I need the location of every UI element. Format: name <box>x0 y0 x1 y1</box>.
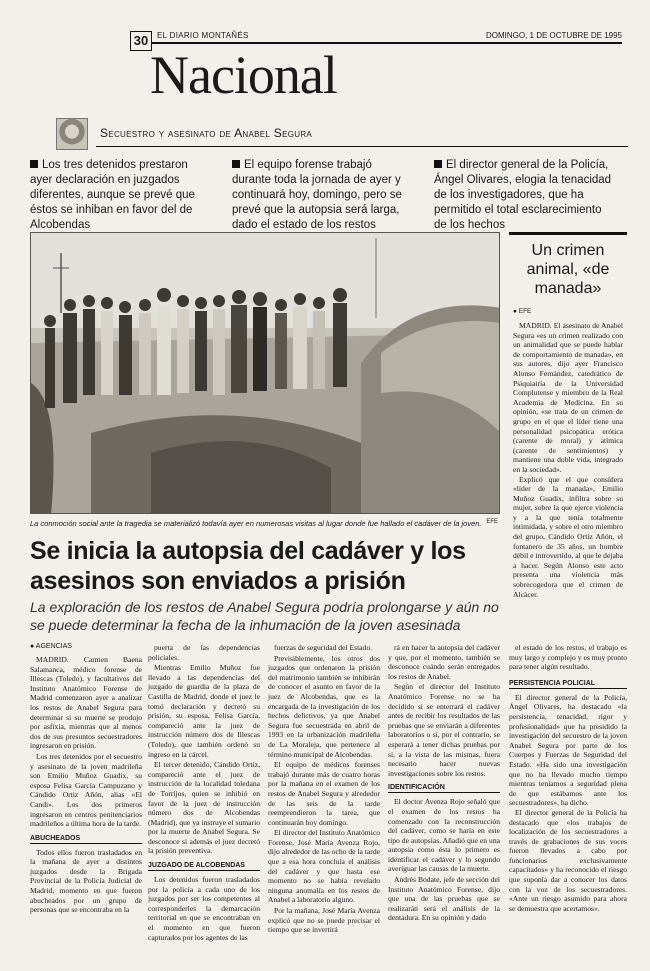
paragraph: Previsiblemente, los otros dos juzgados que ordenaron la prisión del matrimonio también se inhibirán de conocer el asunto en favor de la juez de Alcobendas, que es la encargada de la investigación de los hechos delictivos, ya que Anabel Segura fue secuestrada en abril de 1993 en la urbanización madrileña de La Moraleja, que pertenece al término municipal de Alcobendas. <box>268 653 380 759</box>
page-number: 30 <box>130 31 152 51</box>
paragraph: El director general de la Policía, Ángel Olivares, ha destacado «la persistencia, tenacidad, rigor y profesionalidad» que ha presidido la investigación del secuestro de la joven Anabel Segura por parte de los Cuerpos y Fuerzas de Seguridad del Estado. «Ha sido una investigación que no ha llevado mucho tiempo mientras teníamos a seguridad plena de que estábamos ante los secuestradores», ha dicho. <box>509 692 627 808</box>
sidebar-title: Un crimen animal, «de manada» <box>526 242 610 297</box>
crowd-at-site-illustration <box>31 233 500 514</box>
subsection-heading: IDENTIFICACIÓN <box>388 784 500 793</box>
paragraph: el estado de los restos, el trabajo es muy largo y complejo y es muy pronto para tener algún resultado. <box>509 643 627 672</box>
section-title: Nacional <box>150 45 337 105</box>
paragraph: puerta de las dependencias policiales. <box>148 643 260 662</box>
article-column-2 <box>148 643 260 943</box>
paragraph: El tercer detenido, Cándido Ortiz, compareció ante el juez de instrucción de la localidad toledana de Torrijos, quien se inhibió en favor de la juez de instrucción número dos de Alcobendas (Madrid), que ya instruye el sumario por la muerte de Anabel Segura. Se desconoce si además el juez decretó la prisión preventiva. <box>148 760 260 856</box>
paragraph: El director general de la Policía ha destacado que «los trabajos de localización de los secuestradores a través de grabaciones de sus voces fueron llevados a cabo por funcionarios exclusivamente capacitados» y ha reconocido el riesgo que suponía dar a conocer los datos con la voz de los secuestradores. «Ante un riesgo asumido para ahora se demuestra que acertamos». <box>509 807 627 913</box>
victim-portrait-thumbnail <box>56 118 88 150</box>
paragraph: El equipo de médicos forenses trabajó durante más de cuatro horas por la mañana en el examen de los restos de Anabel Segura y alrededor de las seis de la tarde reemprendieron la tarea, que continuarán hoy domingo. <box>268 760 380 827</box>
paragraph: Los tres detenidos por el secuestro y asesinato de la joven madrileña son Emilio Muñoz Guadix, su esposa Felisa García Campuzano y Cándido Ortiz Añón, alias «El Candi». Los dos primeros ingresaron en centros penitenciarios madrileños a última hora de la tarde. <box>30 751 142 829</box>
issue-date: DOMINGO, 1 DE OCTUBRE DE 1995 <box>485 31 622 40</box>
topic-label: Secuestro y asesinato de Anabel Segura <box>100 126 313 140</box>
paragraph: Explicó que el que considera «líder de la manada», Emilio Muñoz Guadix, infiltra sobre su mujer, sobre la que ejerce violencia y a la que tenía totalmente intimidada, y sobre el otro miembro del grupo, Cándido Ortiz Añón, el fontanero de 35 años, un hombre débil e introvertido, al que le dejaba a hacer. Según Alonso este acto presenta una violencia más sobrecogedora que el crimen de Alcàcer. <box>513 474 623 599</box>
summary-text: Los tres detenidos prestaron ayer declaración en juzgados diferentes, aunque se prevé que éstos se inhiban en favor del de Alcobendas <box>30 159 195 231</box>
summary-item <box>232 158 414 233</box>
bullet-square-icon <box>232 160 240 168</box>
paragraph: Todos ellos fueron trasladados en la mañana de ayer a distintos juzgados desde la Brigada Provincial de la Policía Judicial de Madrid, momento en que fueron abucheados por un grupo de personas que se encontraba en la <box>30 847 142 915</box>
subsection-heading: PERSISTENCIA POLICIAL <box>509 680 627 689</box>
summary-text: El director general de la Policía, Ángel Olivares, elogia la tenacidad de los investigadores, que ha permitido el total esclarecimiento de los hechos <box>434 159 612 231</box>
paragraph: Andrés Bodate, jefe de sección del Instituto Anatómico Forense, dijo que una de las pruebas que se realizarán será el análisis de la dentadura. En su opinión y dado <box>388 875 500 923</box>
subheadline: La exploración de los restos de Anabel Segura podría prolongarse y aún no se puede determinar la fecha de la inhumación de la joven asesinada <box>30 599 499 633</box>
paper-name: EL DIARIO MONTAÑÉS <box>157 31 249 40</box>
paragraph: Por la mañana, José María Avenza explicó que no se puede precisar el tiempo que se invertirá <box>268 906 380 935</box>
paragraph: MADRID. Carmen Baena Salamanca, médico forense de Illescas (Toledo), y facultativos del Instituto Anatómico Forense de Madrid comenzaron ayer a analizar los restos de Anabel Segura para determinar si su muerte se produjo por asfixia, mientras que al menos dos de sus presuntos secuestradores ingresaron en prisión. <box>30 655 142 751</box>
byline-agency: ● AGENCIAS <box>30 643 72 650</box>
paragraph: Los detenidos fueron trasladados por la policía a cada uno de los juzgados por ser los competentes al corresponderles la demarcación territorial en que se encontraban en el momento en que fueron capturados por los agentes de las <box>148 875 260 942</box>
paragraph: rá en hacer la autopsia del cadáver y que, por el momento, también se desconoce cuándo serán entregados los restos de Anabel. <box>388 643 500 681</box>
article-column-4 <box>388 643 500 924</box>
summary-text: El equipo forense trabajó durante toda la jornada de ayer y continuará hoy, domingo, pero se prevé que la autopsia será larga, dado el estado de los restos <box>232 159 402 231</box>
article-column-3 <box>268 643 380 936</box>
paragraph: El doctor Avenza Rojo señaló que el examen de los restos ha comenzado con la reconstrucción del cadáver, como se haría en este tipo de autopsias. Añadió que en una autopsia como ésta lo primero es identificar el cadáver y lo segundo averiguar las causas de la muerte. <box>388 797 500 874</box>
sidebar-agency: ● EFE <box>513 308 532 315</box>
subsection-heading: ABUCHEADOS <box>30 835 142 844</box>
paragraph: MADRID. El asesinato de Anabel Segura «es un crimen realizado con un animalidad que se puede hablar de comportamiento de manada», en sus autores, dijo ayer Francisco Alonso Fernández, catedrático de Psiquiatría de la Universidad Complutense y miembro de la Real Academia de Medicina. En su opinión, «se trata de un crimen de grupo en el que el líder tiene una personalidad psicopática erótica (carente de moral) y atímica (carente de sentimientos) y mantiene una doble vida, integrado en la sociedad». <box>513 321 623 474</box>
headline: Se inicia la autopsia del cadáver y los asesinos son enviados a prisión <box>30 537 466 595</box>
sidebar-rule <box>509 232 627 235</box>
paragraph: fuerzas de seguridad del Estado. <box>274 643 373 652</box>
photo-credit: EFE <box>486 519 498 525</box>
news-photo <box>30 232 500 514</box>
subsection-heading: JUZGADO DE ALCOBENDAS <box>148 862 260 871</box>
photo-caption: La conmoción social ante la tragedia se materializó todavía ayer en numerosas visitas al lugar donde fue hallado el cadáver de la joven. <box>30 519 482 528</box>
sidebar-body <box>509 321 627 599</box>
topic-rule <box>96 146 628 147</box>
article-column-5 <box>509 643 627 913</box>
article-column-1 <box>30 643 142 916</box>
sidebar-box <box>509 232 627 628</box>
paragraph: Mientras Emilio Muñoz fue llevado a las dependencias del juzgado de guardia de la plaza de Castilla de Madrid, donde el juez le tomó declaración y decretó su prisión, su esposa, Felisa García, compareció ante la juez de instrucción número dos de Illescas (Toledo), que también ordenó su ingreso en la cárcel. <box>148 663 260 759</box>
summary-item <box>30 158 212 233</box>
summary-item <box>434 158 616 233</box>
bullet-square-icon <box>434 160 442 168</box>
paragraph: Según el director del Instituto Anatómico Forense no se ha decidido si se enterrará el cadáver antes de recibir los resultados de las pruebas que se enviarán a diferentes laboratorios o si, por el contrario, se esperará a tener dichas pruebas por si, a la vista de las mismas, fuera necesario hacer nuevas investigaciones sobre los restos. <box>388 682 500 778</box>
bullet-square-icon <box>30 160 38 168</box>
paragraph: El director del Instituto Anatómico Forense, José María Avenza Rojo, dijo alrededor de las ocho de la tarde que a esa hora concluía el análisis del cadáver y que hasta ese momento no se había revelado ninguna anomalía en los restos de Anabel a laboratorio alguno. <box>268 828 380 905</box>
